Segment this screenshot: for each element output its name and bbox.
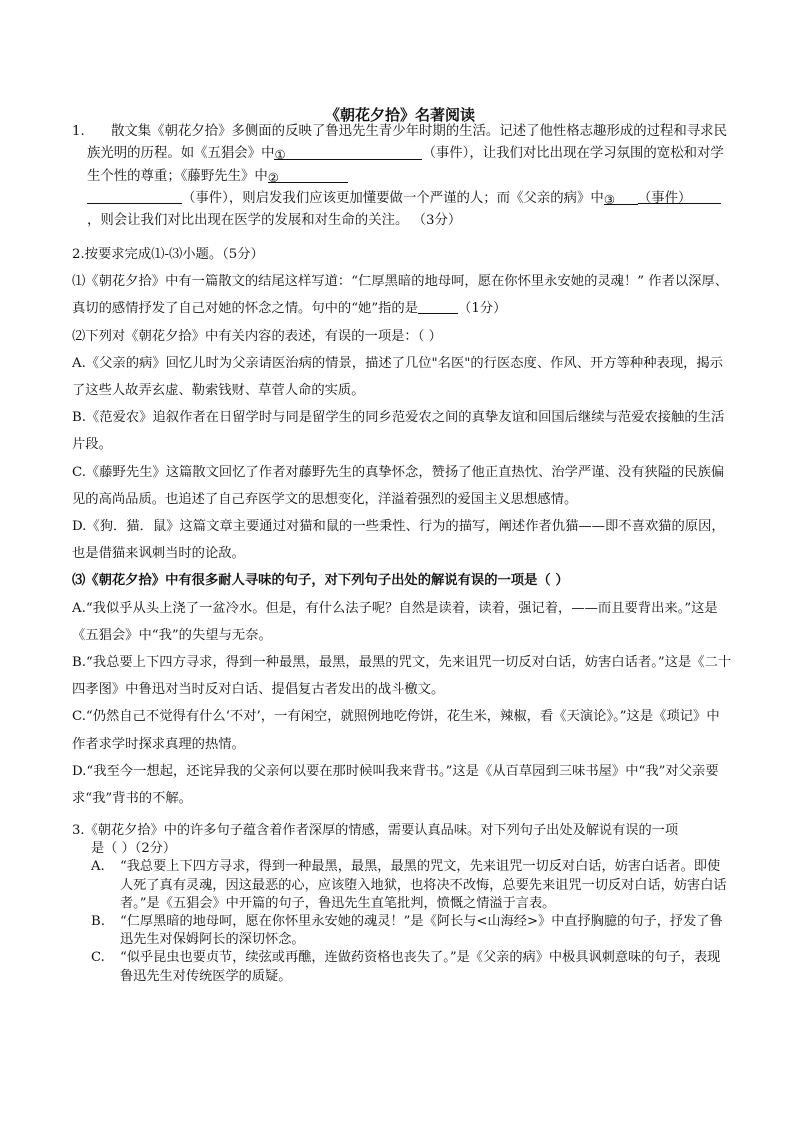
option-2-3-d: D.“我至今一想起，还诧异我的父亲何以要在那时候叫我来背书。”这是《从百草园到三味书屋》中“我”对父亲要求“我”背书的不解。 <box>72 763 719 807</box>
answer-blank-2: ② <box>268 167 348 183</box>
answer-blank-3: ③ <box>604 189 638 205</box>
option-3-a-text: “我总要上下四方寻求，得到一种最黑，最黑，最黑的咒文，先来诅咒一切反对白话，妨害白话者。即使人死了真有灵魂，因这最恶的心，应该堕入地狱，也将决不改悔，总要先来诅咒一切反对白话，妨害白话者。”是《五猖会》中开篇的句子，鲁迅先生直笔批判，愤慨之情溢于言表。 <box>120 859 727 911</box>
option-2-2-b: B.《范爱农》追叙作者在日留学时与同是留学生的同乡范爱农之间的真挚友谊和回国后继续与范爱农接触的生活片段。 <box>72 410 725 453</box>
answer-blank-3-cont <box>691 188 721 204</box>
option-2-2-d: D.《狗．猫．鼠》这篇文章主要通过对猫和鼠的一些秉性、行为的描写，阐述作者仇猫——即不喜欢猫的原因，也是借猫来讽刺当时的论敌。 <box>72 519 725 562</box>
option-2-3-c: C.“仍然自己不觉得有什么‘不对’，一有闲空，就照例地吃侉饼，花生米，辣椒，看《天演论》。”这是《琐记》中作者求学时探求真理的热情。 <box>72 709 720 752</box>
question-3-stem-cont: 是（ ）（2分） <box>91 841 177 857</box>
option-3-a <box>72 858 732 913</box>
question-2-sub-3: ⑶《朝花夕拾》中有很多耐人寻味的句子，对下列句子出处的解说有误的一项是（ ） <box>72 573 569 589</box>
question-1-part-2: （事件），让我们对比出现在学习氛围的宽松和对学生个性的尊重；《藤野先生》中 <box>87 146 724 184</box>
option-3-b-label: B. <box>91 914 105 930</box>
question-2 <box>72 241 732 812</box>
question-1-number: 1. <box>72 124 85 139</box>
question-1-part-3: （事件），则启发我们应该更加懂要做一个严谨的人；而《父亲的病》中 <box>182 190 604 206</box>
option-3-c-label: C. <box>91 950 105 966</box>
question-1-part-1: 散文集《朝花夕拾》多侧面的反映了鲁迅先生青少年时期的生活。记述了他性格志趣形成的过程和寻求民族光明的历程。如《五猖会》中 <box>87 124 727 162</box>
page-title: 《朝花夕拾》名著阅读 <box>324 106 475 124</box>
answer-blank-q2-1 <box>418 298 458 314</box>
question-3-stem: 3.《朝花夕拾》中的许多句子蕴含着作者深厚的情感，需要认真品味。对下列句子出处及解说有误的一项 <box>72 823 679 838</box>
question-1-part-4: （事件） <box>637 190 692 206</box>
question-1-part-5: ，则会让我们对比出现在医学的发展和对生命的关注。 （3分） <box>87 213 462 229</box>
question-3 <box>72 822 732 986</box>
option-2-3-b: B.“我总要上下四方寻求，得到一种最黑，最黑，最黑的咒文，先来诅咒一切反对白话，妨害白话者。”这是《二十四孝图》中鲁迅对当时反对白话、提倡复古者发出的战斗檄文。 <box>72 655 732 698</box>
answer-blank-1: ① <box>274 144 422 160</box>
option-2-2-c: C.《藤野先生》这篇散文回忆了作者对藤野先生的真挚怀念，赞扬了他正直热忱、治学严谨、没有狭隘的民族偏见的高尚品质。也追述了自己弃医学文的思想变化，洋溢着强烈的爱国主义思想感情。 <box>72 464 725 507</box>
question-2-sub-2: ⑵下列对《朝花夕拾》中有关内容的表述，有误的一项是：（ ） <box>72 328 442 344</box>
option-3-b-text: “仁厚黑暗的地母呵，愿在你怀里永安她的魂灵！”是《阿长与<山海经>》中直抒胸臆的句子，抒发了鲁迅先生对保姆阿长的深切怀念。 <box>120 914 723 948</box>
question-2-heading: 2.按要求完成⑴-⑶小题。（5分） <box>72 247 264 262</box>
option-3-a-label: A. <box>91 859 105 875</box>
option-3-c <box>72 949 732 985</box>
option-2-3-a: A.“我似乎从头上浇了一盆冷水。但是，有什么法子呢？自然是读着，读着，强记着，——而且要背出来。”这是《五猖会》中“我”的失望与无奈。 <box>72 600 718 643</box>
option-3-c-text: “似乎昆虫也要贞节，续弦或再醮，连做药资格也丧失了。”是《父亲的病》中极具讽刺意味的句子，表现鲁迅先生对传统医学的质疑。 <box>120 950 721 984</box>
answer-blank-2-cont <box>87 188 182 204</box>
question-2-sub-1: ⑴《朝花夕拾》中有一篇散文的结尾这样写道：“仁厚黑暗的地母呵，愿在你怀里永安她的灵魂！” 作者以深厚、真切的感情抒发了自己对她的怀念之情。句中的“她”指的是 （1分） <box>72 274 729 317</box>
question-1-text <box>72 121 732 232</box>
option-3-b <box>72 913 732 949</box>
question-1 <box>72 121 732 232</box>
option-2-2-a: A.《父亲的病》回忆儿时为父亲请医治病的情景，描述了几位"名医"的行医态度、作风、开方等种种表现，揭示了这些人故弄玄虚、勒索钱财、草菅人命的实质。 <box>72 355 724 399</box>
